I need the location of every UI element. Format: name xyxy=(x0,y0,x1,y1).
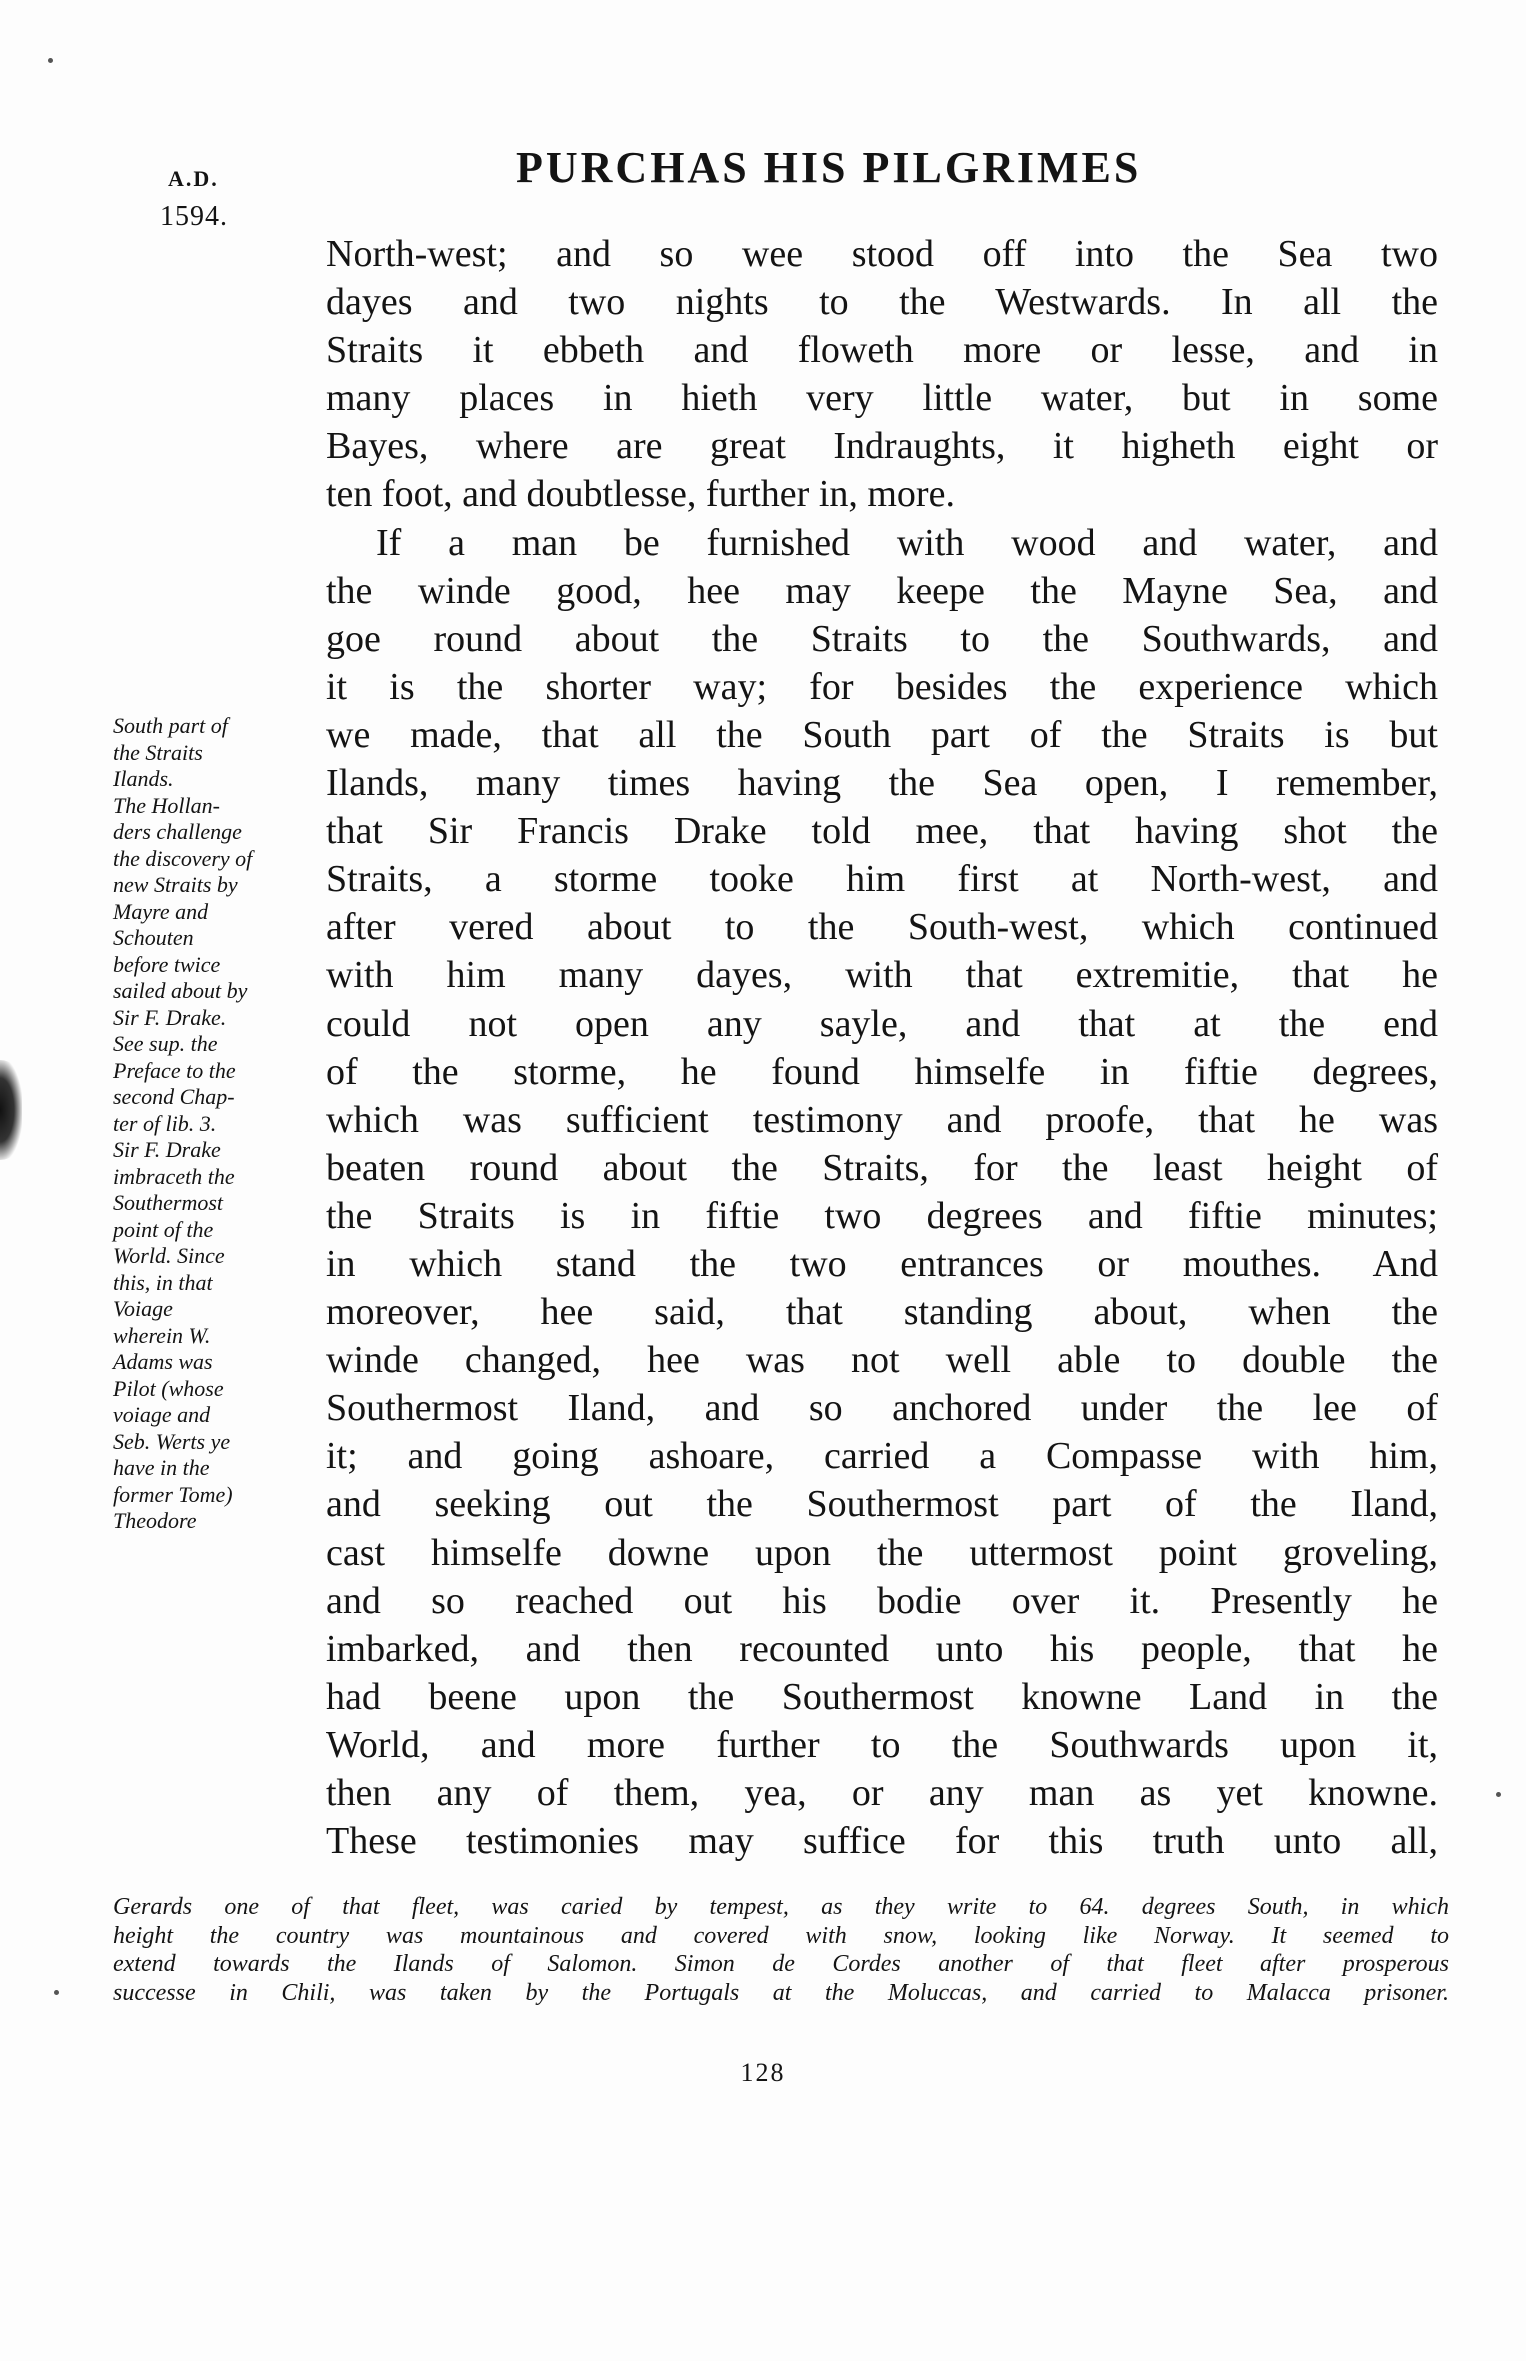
text-line: the Straits is in fiftie two degrees and fiftie minutes; xyxy=(326,1194,1438,1237)
margin-note-line: Pilot (whose xyxy=(113,1375,224,1401)
margin-note-line: voiage and xyxy=(113,1402,211,1427)
margin-note-line: imbraceth the xyxy=(113,1163,235,1189)
text-line: that Sir Francis Drake told mee, that having shot the xyxy=(326,810,1438,853)
text-line: beaten round about the Straits, for the least height of xyxy=(326,1146,1438,1189)
margin-note-line: Schouten xyxy=(113,925,194,950)
running-title: PURCHAS HIS PILGRIMES xyxy=(516,143,1142,192)
text-line: imbarked, and then recounted unto his people, that he xyxy=(326,1627,1438,1670)
text-line: Straits it ebbeth and floweth more or lesse, and in xyxy=(326,329,1438,372)
margin-note-line: Theodore xyxy=(113,1508,197,1533)
text-line: winde changed, hee was not well able to double the xyxy=(326,1339,1438,1382)
text-line: had beene upon the Southermost knowne Land in the xyxy=(326,1675,1438,1718)
text-line: moreover, hee said, that standing about, when the xyxy=(326,1291,1438,1334)
text-line: after vered about to the South-west, which continued xyxy=(326,906,1438,949)
text-line: which was sufficient testimony and proofe, that he was xyxy=(326,1098,1438,1141)
text-line: Straits, a storme tooke him first at North-west, and xyxy=(326,858,1438,901)
margin-note-line: Voiage xyxy=(113,1296,173,1321)
text-line: it; and going ashoare, carried a Compasse with him, xyxy=(326,1435,1438,1478)
margin-note-line: point of the xyxy=(113,1216,214,1242)
text-line: the winde good, hee may keepe the Mayne Sea, and xyxy=(326,569,1438,612)
margin-note-line: Southermost xyxy=(113,1190,223,1215)
footnote-line: Gerards one of that fleet, was caried by tempest, as they write to 64. degrees South, in which xyxy=(113,1894,1449,1920)
footnote-line: successe in Chili, was taken by the Portugals at the Moluccas, and carried to Malacca prisoner. xyxy=(113,1979,1449,2006)
margin-note-line: this, in that xyxy=(113,1269,213,1295)
text-line: many places in hieth very little water, but in some xyxy=(326,377,1438,420)
text-line: with him many dayes, with that extremitie, that he xyxy=(326,954,1438,997)
margin-note-line: South part of xyxy=(113,713,228,738)
margin-note-line: Ilands. xyxy=(113,766,174,791)
margin-note-line: Adams was xyxy=(113,1349,213,1374)
margin-note xyxy=(113,713,318,1535)
scan-speck xyxy=(48,58,53,63)
main-text xyxy=(326,230,1438,1865)
text-line: Bayes, where are great Indraughts, it higheth eight or xyxy=(326,425,1438,468)
margin-note-continuation xyxy=(113,1893,1449,2007)
margin-note-line: second Chap- xyxy=(113,1084,235,1109)
scan-speck xyxy=(54,1990,59,1995)
margin-note-line: See sup. the xyxy=(113,1031,218,1056)
footnote-line: height the country was mountainous and covered with snow, looking like Norway. It seemed to xyxy=(113,1922,1449,1949)
margin-note-line: Mayre and xyxy=(113,898,209,924)
text-line: These testimonies may suffice for this truth unto all, xyxy=(326,1820,1438,1863)
scan-speck xyxy=(1496,1792,1501,1797)
scan-shadow xyxy=(0,1060,22,1160)
text-line: could not open any sayle, and that at the end xyxy=(326,1002,1438,1045)
margin-note-line: have in the xyxy=(113,1455,210,1480)
text-line: dayes and two nights to the Westwards. In all the xyxy=(326,281,1438,324)
text-line: we made, that all the South part of the Straits is but xyxy=(326,713,1438,756)
era-label: A.D. xyxy=(168,166,219,191)
text-line: World, and more further to the Southwards upon it, xyxy=(326,1723,1438,1766)
margin-note-line: wherein W. xyxy=(113,1322,211,1348)
margin-note-line: sailed about by xyxy=(113,978,248,1003)
text-line: goe round about the Straits to the Southwards, and xyxy=(326,617,1438,660)
text-line: of the storme, he found himselfe in fiftie degrees, xyxy=(326,1050,1438,1093)
text-line: and seeking out the Southermost part of the Iland, xyxy=(326,1483,1438,1526)
margin-note-line: Sir F. Drake. xyxy=(113,1004,227,1030)
margin-note-line: World. Since xyxy=(113,1243,225,1268)
text-line: then any of them, yea, or any man as yet knowne. xyxy=(326,1772,1438,1814)
text-line: North-west; and so wee stood off into the Sea two xyxy=(326,233,1438,275)
margin-note-line: The Hollan- xyxy=(113,792,220,818)
margin-note-line: the discovery of xyxy=(113,845,253,871)
margin-note-line: former Tome) xyxy=(113,1481,233,1507)
margin-note-line: Preface to the xyxy=(113,1057,236,1083)
margin-note-line: before twice xyxy=(113,951,221,977)
margin-note-line: Seb. Werts ye xyxy=(113,1428,231,1454)
text-line: cast himselfe downe upon the uttermost point groveling, xyxy=(326,1531,1438,1574)
text-line: it is the shorter way; for besides the experience which xyxy=(326,665,1438,708)
text-line: and so reached out his bodie over it. Presently he xyxy=(326,1579,1438,1622)
text-line: ten foot, and doubtlesse, further in, more. xyxy=(326,473,955,516)
text-line: in which stand the two entrances or mouthes. And xyxy=(326,1242,1438,1285)
margin-note-line: Sir F. Drake xyxy=(113,1137,221,1162)
text-line: If a man be furnished with wood and water, and xyxy=(376,521,1438,564)
margin-note-line: new Straits by xyxy=(113,872,238,897)
margin-note-line: ders challenge xyxy=(113,819,242,844)
margin-note-line: ter of lib. 3. xyxy=(113,1110,217,1136)
year-label: 1594. xyxy=(160,201,228,232)
margin-note-line: the Straits xyxy=(113,739,203,765)
text-line: Southermost Iland, and so anchored under the lee of xyxy=(326,1387,1438,1430)
page-number: 128 xyxy=(740,2058,786,2087)
text-line: Ilands, many times having the Sea open, I remember, xyxy=(326,762,1438,805)
footnote-line: extend towards the Ilands of Salomon. Simon de Cordes another of that fleet after prosperous xyxy=(113,1951,1449,1977)
